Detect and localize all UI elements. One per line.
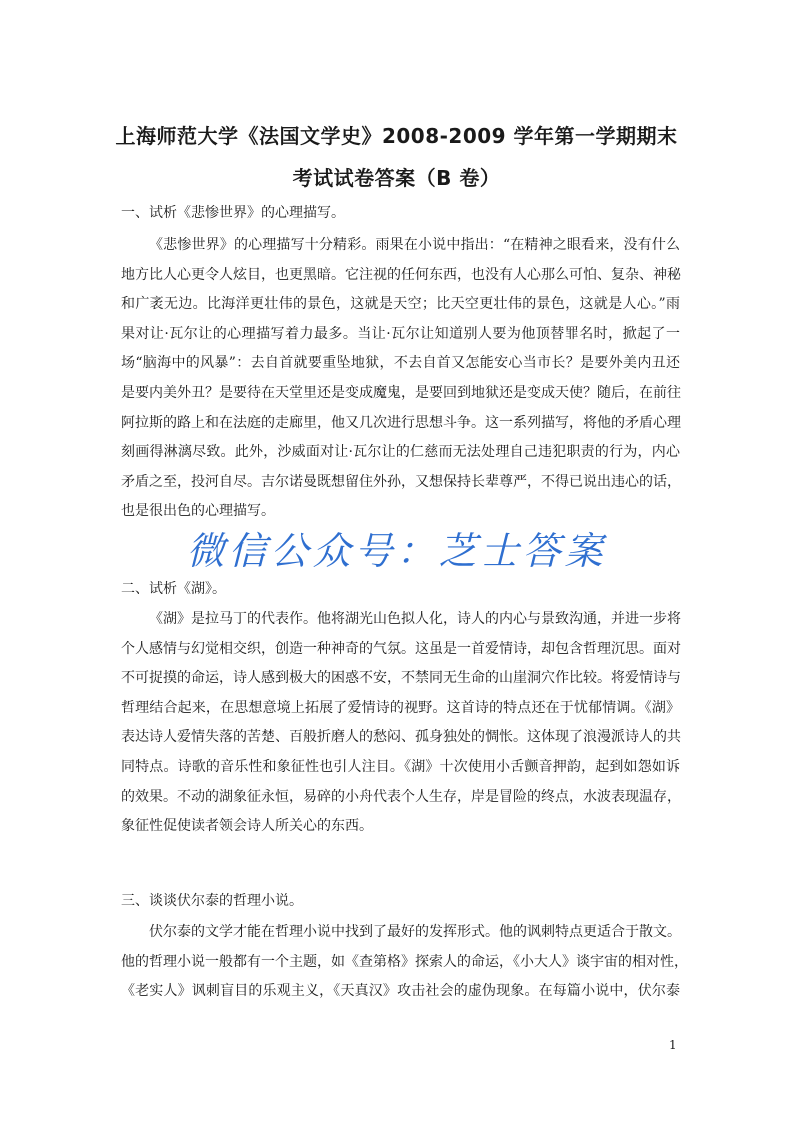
- paragraph-line: 伏尔泰的文学才能在哲理小说中找到了最好的发挥形式。他的讽刺特点更适合于散文。: [149, 924, 681, 940]
- paragraph-line: 《湖》是拉马丁的代表作。他将湖光山色拟人化，诗人的内心与景致沟通，并进一步将: [149, 611, 681, 627]
- page-number: 1: [669, 1038, 677, 1052]
- paragraph-line: 果对让·瓦尔让的心理描写着力最多。当让·瓦尔让知道别人要为他顶替罪名时，掀起了一: [121, 325, 680, 342]
- paragraph-line: 象征性促使读者领会诗人所关心的东西。: [121, 818, 373, 835]
- paragraph-line: 哲理结合起来，在思想意境上拓展了爱情诗的视野。这首诗的特点还在于忧郁情调。《湖》: [121, 699, 680, 716]
- paragraph-line: 个人感情与幻觉相交织，创造一种神奇的气氛。这虽是一首爱情诗，却包含哲理沉思。面对: [121, 640, 681, 657]
- paragraph-line: 地方比人心更令人炫目，也更黑暗。它注视的任何东西，也没有人心那么可怕、复杂、神秘: [121, 266, 681, 283]
- paragraph-line: 他的哲理小说一般都有一个主题，如《查第格》探索人的命运，《小大人》谈宇宙的相对性，: [121, 953, 688, 970]
- paragraph-line: 阿拉斯的路上和在法庭的走廊里，他又几次进行思想斗争。这一系列描写，将他的矛盾心理: [121, 414, 681, 431]
- watermark: 微信公众号：芝士答案: [186, 529, 607, 573]
- paragraph-line: 同特点。诗歌的音乐性和象征性也引人注目。《湖》十次使用小舌颤音押韵，起到如怨如诉: [121, 759, 680, 775]
- paragraph-line: 的效果。不动的湖象征永恒，易碎的小舟代表个人生存，岸是冒险的终点，水波表现温存，: [121, 788, 681, 805]
- section-heading: 一、试析《悲惨世界》的心理描写。: [121, 205, 345, 221]
- paragraph-line: 和广袤无边。比海洋更壮伟的景色，这就是天空；比天空更壮伟的景色，这就是人心。”雨: [121, 296, 680, 313]
- section-heading: 三、谈谈伏尔泰的哲理小说。: [121, 893, 303, 909]
- paragraph-line: 刻画得淋漓尽致。此外，沙威面对让·瓦尔让的仁慈而无法处理自己违犯职责的行为，内心: [121, 444, 680, 461]
- paragraph-line: 矛盾之至，投河自尽。吉尔诺曼既想留住外孙，又想保持长辈尊严，不得已说出违心的话，: [121, 473, 681, 490]
- document-title-line-2: 考试试卷答案（B 卷）: [292, 166, 501, 190]
- paragraph-line: 也是很出色的心理描写。: [121, 503, 275, 520]
- paragraph-line: 场“脑海中的风暴”：去自首就要重坠地狱，不去自首又怎能安心当市长？是要外美内丑还: [121, 355, 680, 372]
- paragraph-line: 《老实人》讽刺盲目的乐观主义，《天真汉》攻击社会的虚伪现象。在每篇小说中，伏尔泰: [121, 983, 680, 1000]
- paragraph-line: 《悲惨世界》的心理描写十分精彩。雨果在小说中指出：“在精神之眼看来，没有什么: [149, 237, 680, 253]
- paragraph-line: 是要内美外丑？是要待在天堂里还是变成魔鬼，是要回到地狱还是变成天使？随后，在前往: [121, 385, 681, 401]
- section-heading: 二、试析《湖》。: [121, 581, 226, 597]
- document-title-line-1: 上海师范大学《法国文学史》2008-2009 学年第一学期期末: [115, 124, 678, 148]
- paragraph-line: 不可捉摸的命运，诗人感到极大的困惑不安，不禁同无生命的山崖洞穴作比较。将爱情诗与: [121, 670, 681, 687]
- paragraph-line: 表达诗人爱情失落的苦楚、百般折磨人的愁闷、孤身独处的惆怅。这体现了浪漫派诗人的共: [121, 729, 681, 746]
